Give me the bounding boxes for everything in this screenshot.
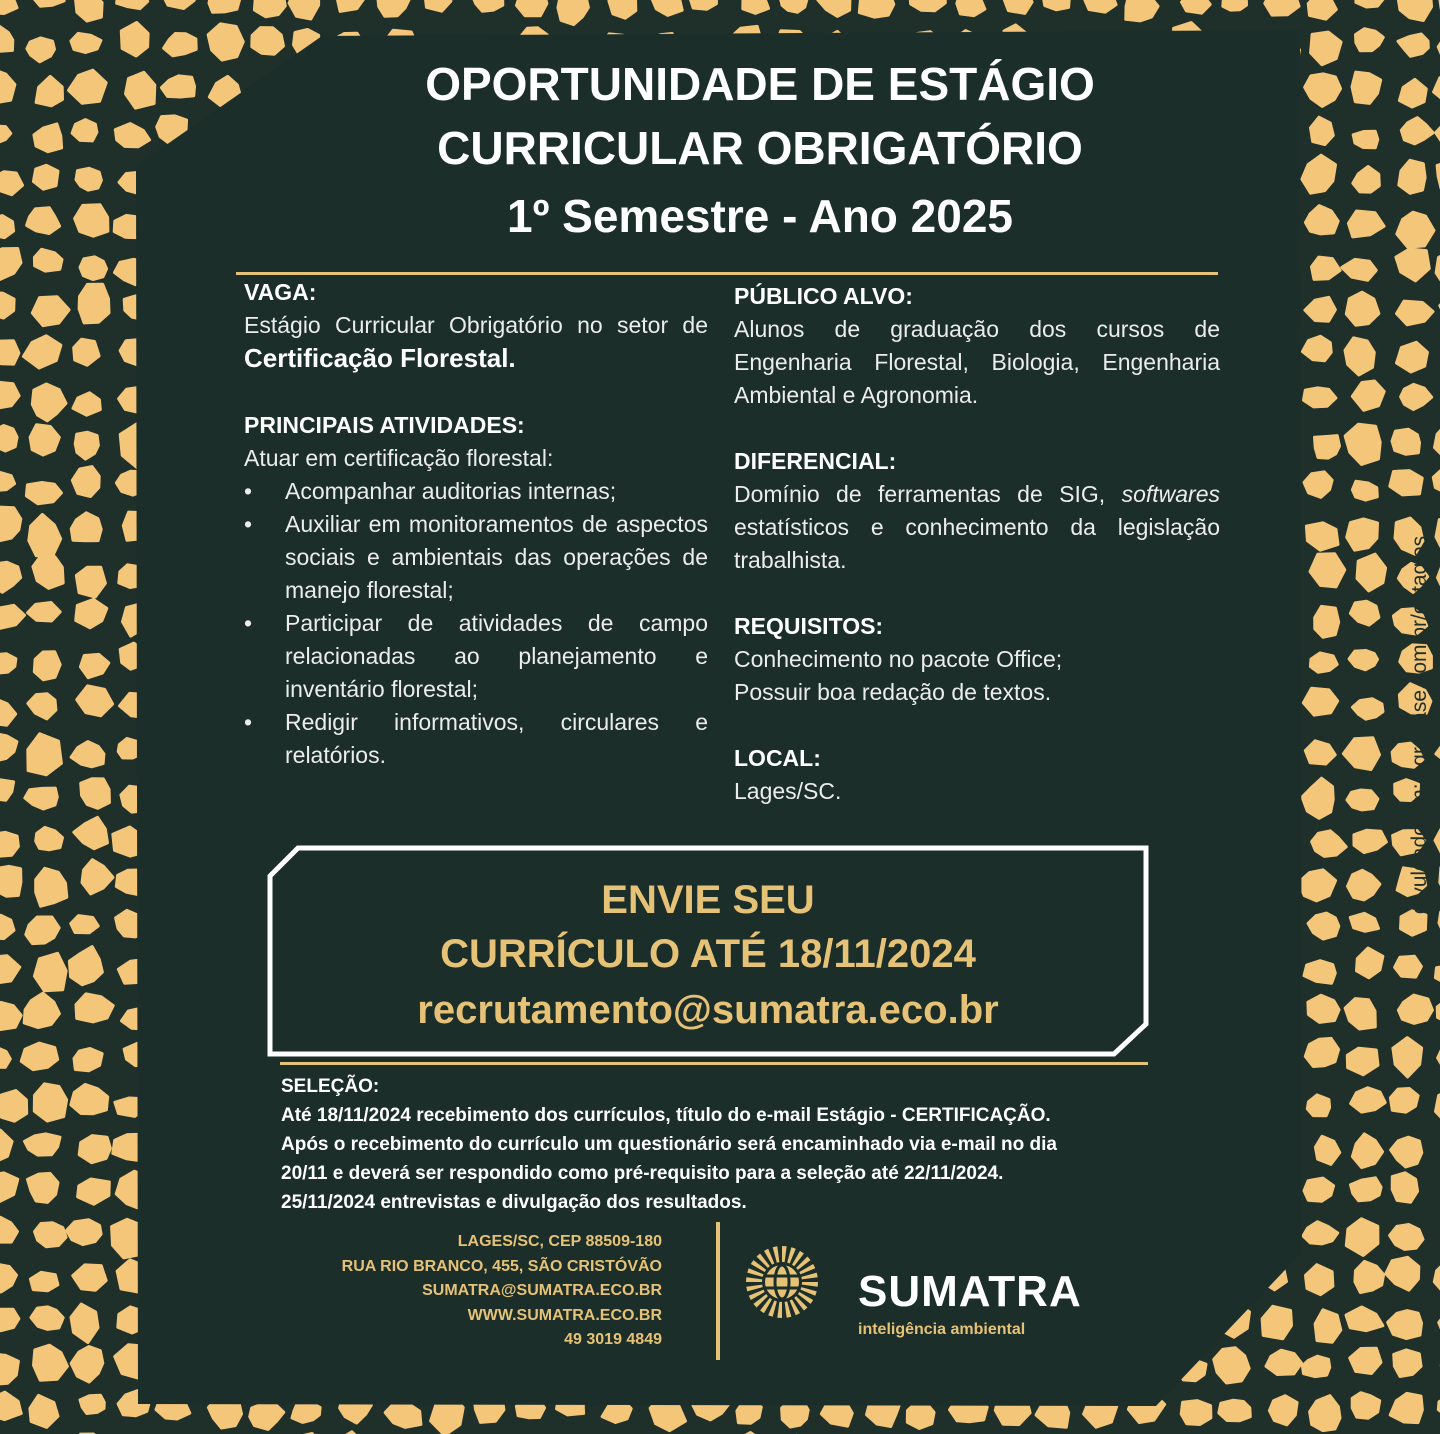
contact-website[interactable]: WWW.SUMATRA.ECO.BR: [467, 1306, 662, 1324]
right-column: [734, 280, 1220, 808]
contact-divider: [716, 1222, 720, 1360]
title-line-1: OPORTUNIDADE DE ESTÁGIO: [425, 58, 1095, 110]
diferencial-text-end: estatísticos e conhecimento da legislação trabalhista.: [734, 514, 1220, 573]
logo-ray: [777, 1302, 782, 1318]
cta-underline: [280, 1062, 1148, 1065]
logo-ray: [773, 1246, 780, 1262]
contact-phone: 49 3019 4849: [564, 1331, 662, 1348]
logo-ray: [746, 1285, 762, 1292]
selection-line-4: 25/11/2024 entrevistas e divulgação dos resultados.: [281, 1192, 747, 1213]
cta-line-2: CURRÍCULO ATÉ 18/11/2024: [440, 932, 976, 976]
selection-block: [281, 1072, 1161, 1217]
logo-tagline: inteligência ambiental: [858, 1321, 1026, 1338]
requisitos-heading: REQUISITOS:: [734, 613, 884, 639]
logo-ray: [785, 1301, 792, 1317]
diferencial-text: [734, 478, 1220, 577]
logo-name: SUMATRA: [858, 1267, 1082, 1316]
logo-ray: [746, 1277, 762, 1282]
selection-line-2: Após o recebimento do currículo um questionário será encaminhado via e-mail no dia: [281, 1134, 1058, 1155]
list-item: • Acompanhar auditorias internas;: [244, 475, 708, 508]
left-column: [244, 276, 708, 772]
vaga-highlight: Certificação Florestal.: [244, 343, 516, 373]
requisitos-line-2: Possuir boa redação de textos.: [734, 679, 1052, 705]
cta-email[interactable]: recrutamento@sumatra.eco.br: [417, 988, 999, 1032]
title-divider: [236, 272, 1218, 275]
publico-heading: PÚBLICO ALVO:: [734, 283, 913, 309]
contact-email[interactable]: SUMATRA@SUMATRA.ECO.BR: [422, 1282, 662, 1299]
atividades-intro: Atuar em certificação florestal:: [244, 445, 554, 471]
side-note: divulgado em: agrobase.com.br/estagios: [1408, 535, 1431, 915]
list-item: • Auxiliar em monitoramentos de aspectos sociais e ambientais das operações de manejo florestal;: [244, 508, 708, 607]
title-line-3: 1º Semestre - Ano 2025: [507, 190, 1013, 242]
diferencial-italic: softwares: [1121, 481, 1220, 507]
contact-address-2: RUA RIO BRANCO, 455, SÃO CRISTÓVÃO: [341, 1257, 662, 1275]
local-text: Lages/SC.: [734, 778, 842, 804]
atividades-heading: PRINCIPAIS ATIVIDADES:: [244, 412, 525, 438]
requisitos-line-1: Conhecimento no pacote Office;: [734, 646, 1063, 672]
contact-address-1: LAGES/SC, CEP 88509-180: [457, 1233, 662, 1250]
logo-ray: [802, 1282, 818, 1287]
selection-line-3: 20/11 e deverá ser respondido como pré-requisito para a seleção até 22/11/2024.: [281, 1163, 1004, 1184]
list-item: • Redigir informativos, circulares e relatórios.: [244, 706, 708, 772]
vaga-description: Estágio Curricular Obrigatório no setor de: [244, 312, 708, 338]
publico-text: Alunos de graduação dos cursos de Engenharia Florestal, Biologia, Engenharia Ambiental e Agronomia.: [734, 316, 1220, 408]
contact-block: [300, 1230, 662, 1353]
sun-globe-icon: [744, 1244, 820, 1320]
local-heading: LOCAL:: [734, 745, 821, 771]
list-item: • Participar de atividades de campo relacionadas ao planejamento e inventário florestal;: [244, 607, 708, 706]
vaga-text: [244, 309, 708, 376]
vaga-heading: VAGA:: [244, 279, 317, 305]
logo-ray: [782, 1246, 787, 1262]
diferencial-heading: DIFERENCIAL:: [734, 448, 897, 474]
selection-heading: SELEÇÃO:: [281, 1076, 380, 1097]
selection-line-1: Até 18/11/2024 recebimento dos currículos, título do e-mail Estágio - CERTIFICAÇÃO.: [281, 1105, 1051, 1126]
diferencial-text-start: Domínio de ferramentas de SIG,: [734, 481, 1122, 507]
cta-line-1: ENVIE SEU: [601, 878, 815, 922]
title-line-2: CURRICULAR OBRIGATÓRIO: [437, 122, 1083, 174]
logo-ray: [801, 1273, 817, 1280]
atividades-list: [244, 475, 708, 772]
